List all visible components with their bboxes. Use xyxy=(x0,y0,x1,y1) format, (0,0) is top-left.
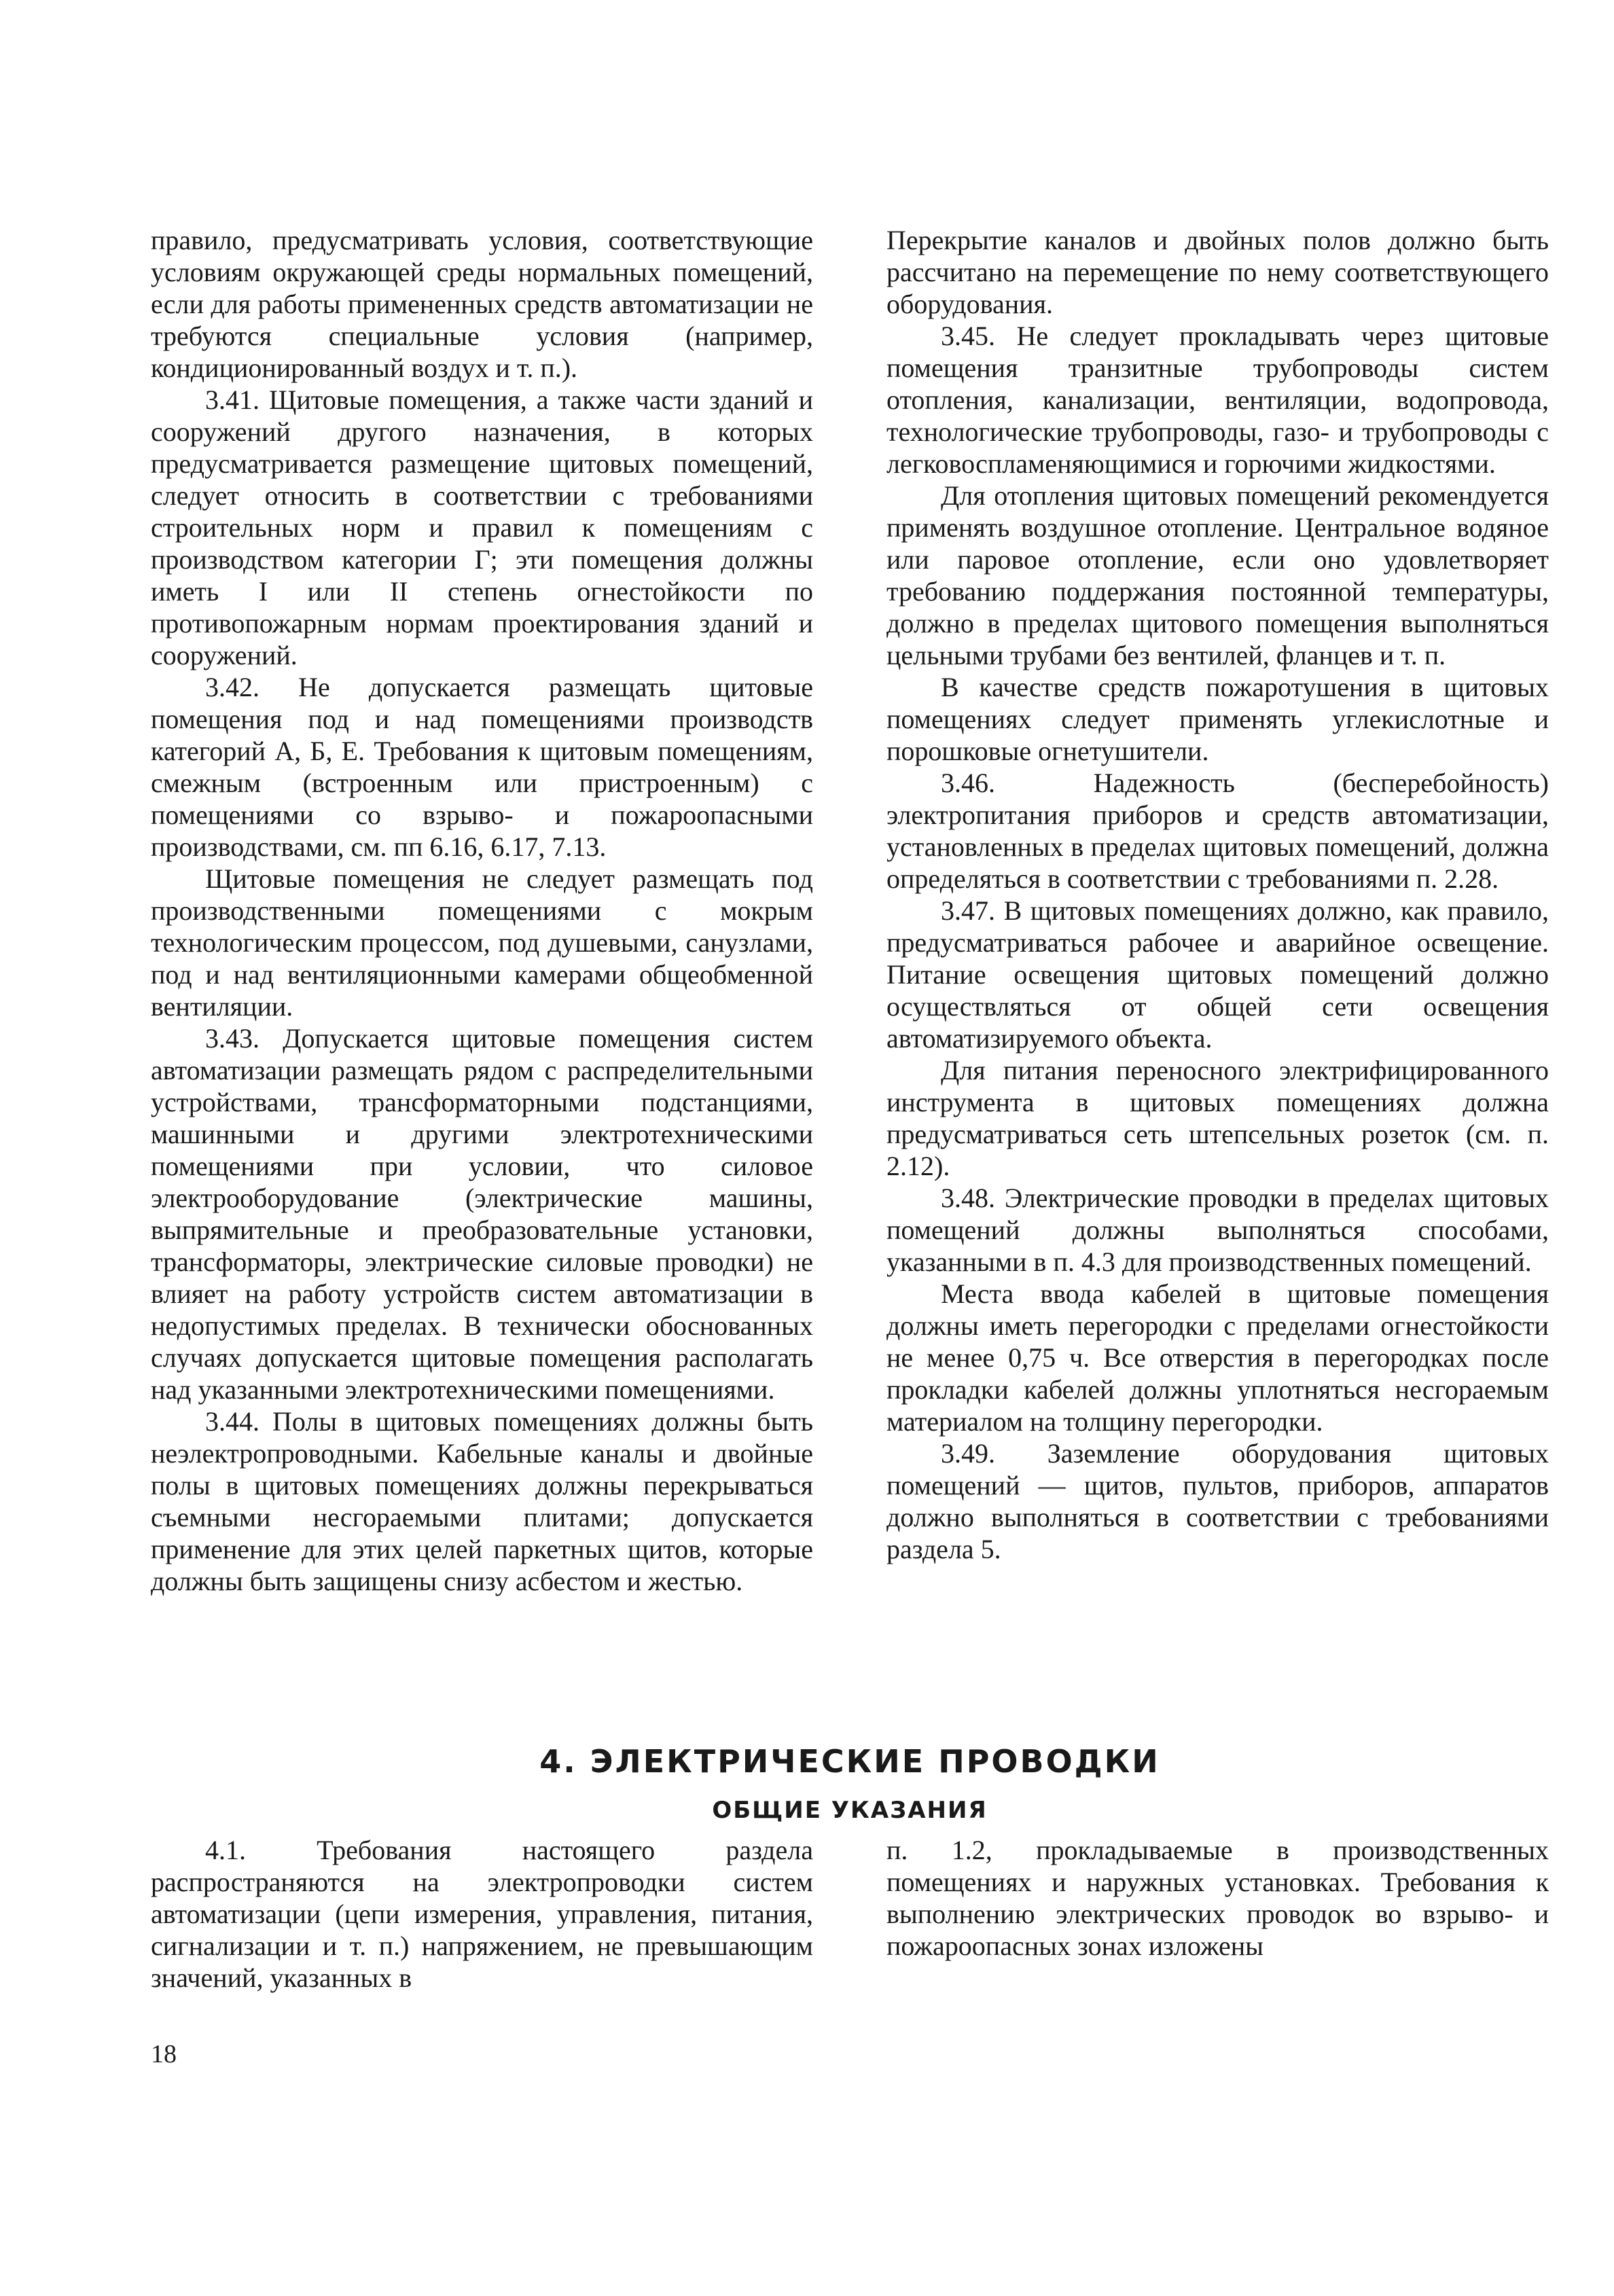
paragraph: 3.48. Электрические проводки в пределах щитовых помещений должны выполняться способами, указанными в п. 4.3 для производственных помещений. xyxy=(886,1183,1549,1277)
left-column-bottom xyxy=(151,1834,813,1994)
paragraph: В качестве средств пожаротушения в щитовых помещениях следует применять углекислотные и порошковые огнетушители. xyxy=(886,672,1549,766)
paragraph: п. 1.2, прокладываемые в производственных помещениях и наружных установках. Требования к выполнению электрических проводок во взрыво- и пожароопасных зонах изложены xyxy=(886,1835,1549,1961)
paragraph: Места ввода кабелей в щитовые помещения должны иметь перегородки с пределами огнестойкости не менее 0,75 ч. Все отверстия в перегородках после прокладки кабелей должны уплотняться несгораемым материалом на толщину перегородки. xyxy=(886,1278,1549,1437)
paragraph: 3.41. Щитовые помещения, а также части зданий и сооружений другого назначения, в которых предусматривается размещение щитовых помещений, следует относить в соответствии с требованиями строительных норм и правил к помещениям с производством категории Г; эти помещения должны иметь I или II степень огнестойкости по противопожарным нормам проектирования зданий и сооружений. xyxy=(151,384,813,670)
paragraph: 3.44. Полы в щитовых помещениях должны быть неэлектропроводными. Кабельные каналы и двойные полы в щитовых помещениях должны перекрываться съемными несгораемыми плитами; допускается применение для этих целей паркетных щитов, которые должны быть защищены снизу асбестом и жестью. xyxy=(151,1406,813,1596)
page-number: 18 xyxy=(151,2040,177,2068)
paragraph: 4.1. Требования настоящего раздела распространяются на электропроводки систем автоматизации (цепи измерения, управления, питания, сигнализации и т. п.) напряжением, не превышающим значений, указанных в xyxy=(151,1835,813,1993)
left-column-top xyxy=(151,224,813,1597)
paragraph: 3.45. Не следует прокладывать через щитовые помещения транзитные трубопроводы систем отопления, канализации, вентиляции, водопровода, технологические трубопроводы, газо- и трубопроводы с легковоспламеняющимися и горючими жидкостями. xyxy=(886,321,1549,479)
paragraph: 3.49. Заземление оборудования щитовых помещений — щитов, пультов, приборов, аппаратов должно выполняться в соответствии с требованиями раздела 5. xyxy=(886,1438,1549,1564)
subsection-title: ОБЩИЕ УКАЗАНИЯ xyxy=(712,1797,988,1824)
paragraph: Для питания переносного электрифицированного инструмента в щитовых помещениях должна предусматриваться сеть штепсельных розеток (см. п. 2.12). xyxy=(886,1055,1549,1181)
paragraph: 3.47. В щитовых помещениях должно, как правило, предусматриваться рабочее и аварийное освещение. Питание освещения щитовых помещений должно осуществляться от общей сети освещения автоматизируемого объекта. xyxy=(886,895,1549,1054)
paragraph: 3.43. Допускается щитовые помещения систем автоматизации размещать рядом с распределительными устройствами, трансформаторными подстанциями, машинными и другими электротехническими помещениями при условии, что силовое электрооборудование (электрические машины, выпрямительные и преобразовательные установки, трансформаторы, электрические силовые проводки) не влияет на работу устройств систем автоматизации в недопустимых пределах. В технически обоснованных случаях допускается щитовые помещения располагать над указанными электротехническими помещениями. xyxy=(151,1023,813,1405)
paragraph: 3.46. Надежность (бесперебойность) электропитания приборов и средств автоматизации, установленных в пределах щитовых помещений, должна определяться в соответствии с требованиями п. 2.28. xyxy=(886,768,1549,894)
paragraph: Щитовые помещения не следует размещать под производственными помещениями с мокрым технологическим процессом, под душевыми, санузлами, под и над вентиляционными камерами общеобменной вентиляции. xyxy=(151,863,813,1022)
paragraph: Перекрытие каналов и двойных полов должно быть рассчитано на перемещение по нему соответствующего оборудования. xyxy=(886,225,1549,319)
paragraph: правило, предусматривать условия, соответствующие условиям окружающей среды нормальных помещений, если для работы примененных средств автоматизации не требуются специальные условия (например, кондиционированный воздух и т. п.). xyxy=(151,225,813,383)
paragraph: 3.42. Не допускается размещать щитовые помещения под и над помещениями производств категорий А, Б, Е. Требования к щитовым помещениям, смежным (встроенным или пристроенным) с помещениями со взрыво- и пожароопасными производствами, см. пп 6.16, 6.17, 7.13. xyxy=(151,672,813,862)
section-title: 4. ЭЛЕКТРИЧЕСКИЕ ПРОВОДКИ xyxy=(539,1743,1160,1780)
right-column-bottom xyxy=(886,1834,1549,1962)
paragraph: Для отопления щитовых помещений рекомендуется применять воздушное отопление. Центральное водяное или паровое отопление, если оно удовлетворяет требованию поддержания постоянной температуры, должно в пределах щитового помещения выполняться цельными трубами без вентилей, фланцев и т. п. xyxy=(886,480,1549,670)
right-column-top xyxy=(886,224,1549,1565)
